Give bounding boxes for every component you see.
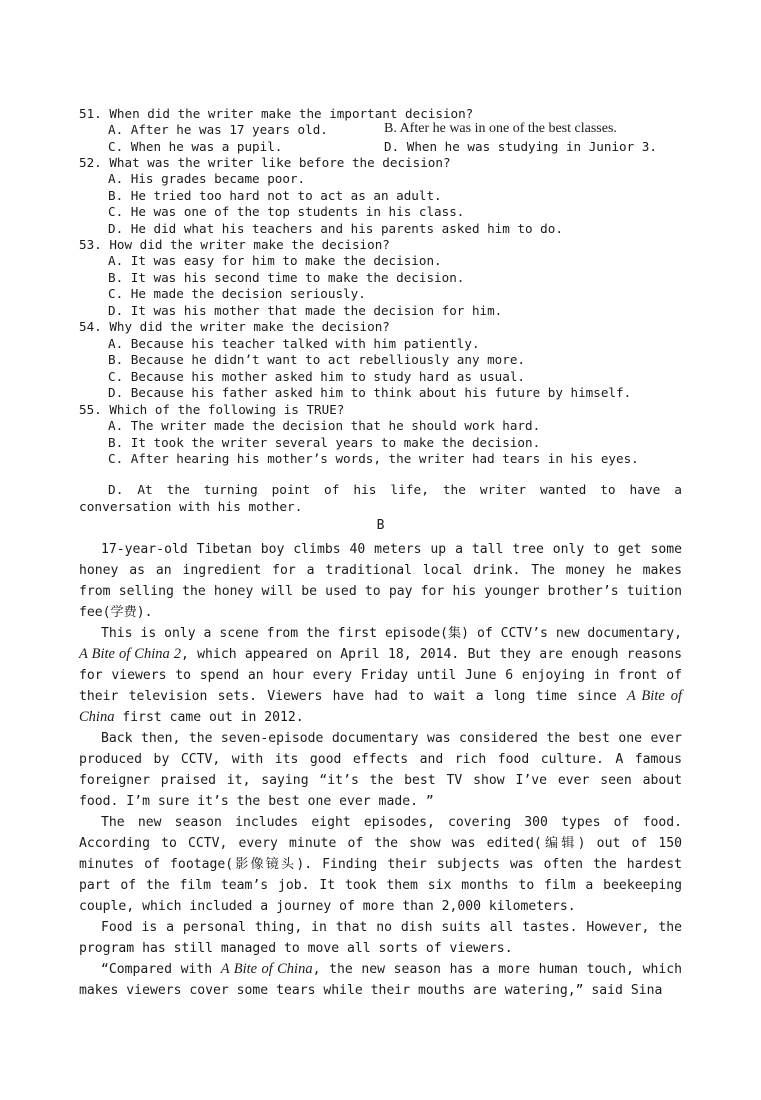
question-55-option-a: A. The writer made the decision that he should work hard.: [108, 418, 541, 433]
question-55-option-b: B. It took the writer several years to make the decision.: [108, 435, 541, 450]
question-51-option-d: D. When he was studying in Junior 3.: [384, 139, 657, 154]
question-53-stem: 53. How did the writer make the decision?: [79, 237, 390, 252]
documentary-title-original: A Bite of China: [79, 688, 682, 725]
passage-paragraph-5: Food is a personal thing, in that no dish suits all tastes. However, the program has still managed to move all sorts of viewers.: [79, 920, 682, 956]
question-52-option-b: B. He tried too hard not to act as an adult.: [108, 188, 442, 203]
passage-paragraph-1: 17-year-old Tibetan boy climbs 40 meters up a tall tree only to get some honey as an ingredient for a traditional local drink. The money he makes from selling the honey will be used to pay for his younger brother’s tuition fee(学费).: [79, 542, 682, 620]
question-52-option-a: A. His grades became poor.: [108, 171, 306, 186]
question-54-option-d: D. Because his father asked him to think about his future by himself.: [108, 385, 632, 400]
question-55-option-d: D. At the turning point of his life, the writer wanted to have a conversation with his mother.: [79, 483, 682, 515]
paragraph-2-text-c: first came out in 2012.: [114, 710, 304, 725]
question-51-option-b: B. After he was in one of the best classes.: [384, 121, 617, 136]
question-51-stem: 51. When did the writer make the important decision?: [79, 106, 474, 121]
passage: [79, 539, 682, 1001]
question-53-option-d: D. It was his mother that made the decision for him.: [108, 303, 503, 318]
paragraph-6-text-b: , the new season has a more human touch, which makes viewers cover some tears while their mouths are watering,” said Sina: [79, 962, 682, 998]
question-55-option-c: C. After hearing his mother’s words, the writer had tears in his eyes.: [108, 451, 639, 466]
question-54-option-a: A. Because his teacher talked with him patiently.: [108, 336, 480, 351]
paragraph-2-text-a: This is only a scene from the first episode(集) of CCTV’s new documentary,: [101, 626, 682, 641]
question-53-option-a: A. It was easy for him to make the decision.: [108, 253, 442, 268]
question-52-option-d: D. He did what his teachers and his parents asked him to do.: [108, 221, 563, 236]
question-54-option-b: B. Because he didn’t want to act rebelliously any more.: [108, 352, 526, 367]
question-53-option-c: C. He made the decision seriously.: [108, 286, 366, 301]
section-label: B: [376, 518, 385, 533]
question-54-option-c: C. Because his mother asked him to study hard as usual.: [108, 369, 526, 384]
question-52-stem: 52. What was the writer like before the decision?: [79, 155, 451, 170]
question-52-option-c: C. He was one of the top students in his class.: [108, 204, 465, 219]
passage-paragraph-3: Back then, the seven-episode documentary was considered the best one ever produced by CCTV, with its good effects and rich food culture. A famous foreigner praised it, saying “it’s the best TV show I’ve ever seen about food. I’m sure it’s the best one ever made. ”: [79, 731, 682, 809]
documentary-title-compare: A Bite of China: [220, 961, 313, 977]
question-51-option-a: A. After he was 17 years old.: [108, 122, 328, 137]
passage-paragraph-2: [79, 623, 682, 728]
paragraph-2-text-b: , which appeared on April 18, 2014. But they are enough reasons for viewers to spend an hour every Friday until June 6 enjoying in front of their television sets. Viewers have had to wait a long time since: [79, 647, 682, 704]
question-53-option-b: B. It was his second time to make the decision.: [108, 270, 465, 285]
question-51-option-c: C. When he was a pupil.: [108, 139, 283, 154]
documentary-title: A Bite of China 2: [79, 646, 182, 662]
passage-paragraph-4: The new season includes eight episodes, covering 300 types of food. According to CCTV, every minute of the show was edited(编辑) out of 150 minutes of footage(影像镜头). Finding their subjects was often the hardest part of the film team’s job. It took them six months to film a beekeeping couple, which included a journey of more than 2,000 kilometers.: [79, 815, 682, 914]
question-54-stem: 54. Why did the writer make the decision?: [79, 319, 390, 334]
question-55-stem: 55. Which of the following is TRUE?: [79, 402, 345, 417]
passage-paragraph-6: [79, 959, 682, 1001]
paragraph-6-text-a: “Compared with: [101, 962, 221, 977]
